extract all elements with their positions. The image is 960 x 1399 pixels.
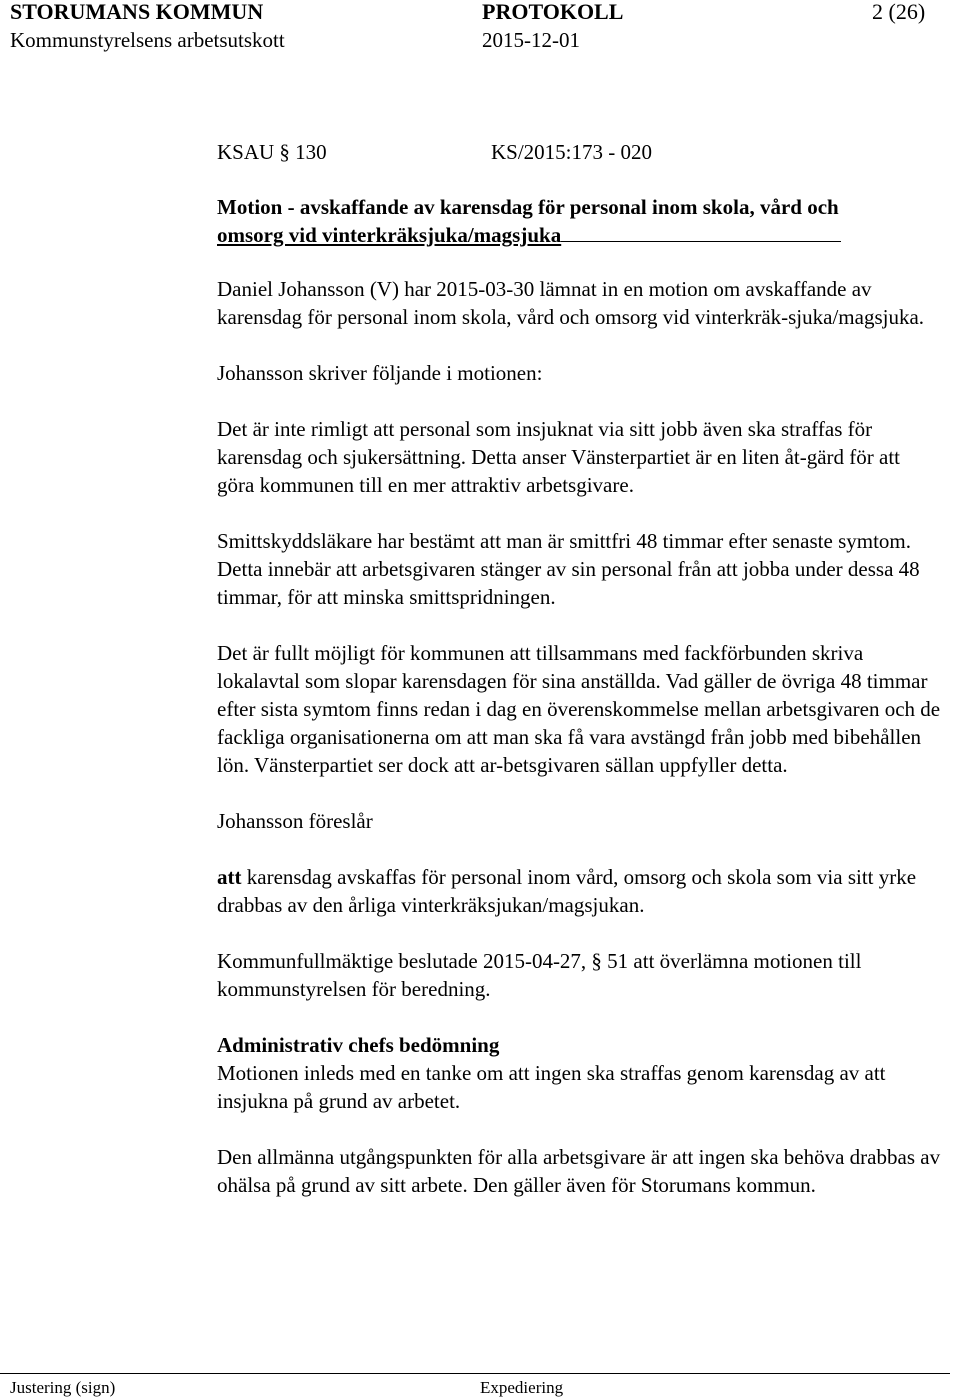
paragraph-quote-2: Smittskyddsläkare har bestämt att man är smittfri 48 timmar efter senaste symtom. Detta innebär att arbetsgivaren stänger av sin personal från att jobba under dessa 48 timmar, för att minska smittspridningen. [217,529,920,609]
case-diary-number: KS/2015:173 - 020 [491,140,653,164]
title-underline [561,221,841,242]
document-type: PROTOKOLL [482,0,624,24]
paragraph-quote-intro: Johansson skriver följande i motionen: [217,361,543,385]
meeting-date: 2015-12-01 [482,28,580,52]
committee-name: Kommunstyrelsens arbetsutskott [10,28,285,52]
case-reference [217,138,942,166]
footer-dispatch-label: Expediering [480,1378,564,1397]
footer-divider [0,1373,950,1374]
section-heading: Administrativ chefs bedömning [217,1033,500,1057]
paragraph-assessment-2: Den allmänna utgångspunkten för alla arbetsgivare är att ingen ska behöva drabbas av ohälsa på grund av sitt arbete. Den gäller även för Storumans kommun. [217,1145,941,1197]
protocol-body [217,138,942,1199]
footer-signature-label: Justering (sign) [10,1378,116,1397]
paragraph-intro: Daniel Johansson (V) har 2015-03-30 lämnat in en motion om avskaffande av karensdag för personal inom skola, vård och omsorg vid vinterkräk-sjuka/magsjuka. [217,277,925,329]
org-name: STORUMANS KOMMUN [10,0,264,24]
case-id: KSAU § 130 [217,140,327,164]
paragraph-quote-3: Det är fullt möjligt för kommunen att tillsammans med fackförbunden skriva lokalavtal som slopar karensdagen för sina anställda. Vad gäller de övriga 48 timmar efter sista symtom finns redan i dag en överenskommelse mellan arbetsgivaren och de fackliga organisationerna om att man ska få vara avstängd från jobb med bibehållen lön. Vänsterpartiet ser dock att ar-betsgivaren sällan uppfyller detta. [217,641,941,777]
paragraph-quote-1: Det är inte rimligt att personal som insjuknat via sitt jobb även ska straffas för karensdag och sjukersättning. Detta anser Vänsterpartiet är en liten åt-gärd för att göra kommunen till en mer attraktiv arbetsgivare. [217,417,901,497]
item-title: Motion - avskaffande av karensdag för personal inom skola, vård och omsorg vid vinterkräksjuka/magsjuka [217,193,942,249]
att-keyword: att [217,865,242,889]
paragraph-council-decision: Kommunfullmäktige beslutade 2015-04-27, § 51 att överlämna motionen till kommunstyrelsen för beredning. [217,949,862,1001]
page-number: 2 (26) [872,0,926,24]
paragraph-proposal: att karensdag avskaffas för personal inom vård, omsorg och skola som via sitt yrke drabbas av den årliga vinterkräksjukan/magsjukan. [217,865,917,917]
paragraph-assessment-1: Motionen inleds med en tanke om att ingen ska straffas genom karensdag av att insjukna på grund av arbetet. [217,1061,886,1113]
paragraph-proposal-intro: Johansson föreslår [217,809,373,833]
